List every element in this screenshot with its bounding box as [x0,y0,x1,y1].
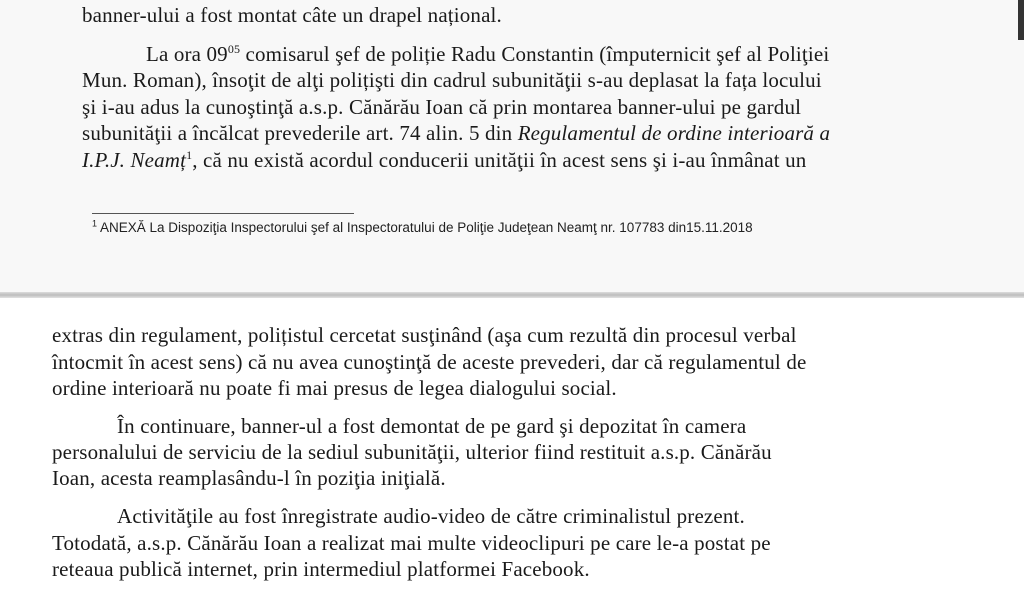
text-line: banner-ului a fost montat câte un drapel național. [82,3,502,27]
text-line: Ioan, acesta reamplasându-l în poziţia iniţială. [52,466,446,490]
text-line: ordine interioară nu poate fi mai presus de legea dialogului social. [52,376,617,400]
footnote: $^1$ ANEXĂ La Dispoziţia Inspectorului şef al Inspectoratului de Poliţie Judeţean Neamţ nr. 107783 din15.11.2018 [92,218,753,235]
text-line: I.P.J. Neamț$^1$, că nu există acordul conducerii unităţii în acest sens şi i-au înmânat un [82,148,807,172]
text-line: întocmit în acest sens) că nu avea cunoştinţă de aceste prevederi, dar că regulamentul de [52,350,807,374]
bottom-page-fragment [0,298,1024,603]
text-line: subunităţii a încălcat prevederile art. 74 alin. 5 din Regulamentul de ordine interioară a [82,121,831,145]
text-line: Mun. Roman), însoţit de alţi polițişti din cadrul subunităţii s-au deplasat la fața locului [82,68,822,92]
top-page-fragment [0,0,1024,292]
text-line: Totodată, a.s.p. Cănărău Ioan a realizat mai multe videoclipuri pe care le-a postat pe [52,531,771,555]
text-line: La ora $09^{05}$ comisarul şef de poliție Radu Constantin (împuternicit şef al Poliţiei [146,42,830,66]
text-line: şi i-au adus la cunoştinţă a.s.p. Cănărău Ioan că prin montarea banner-ului pe gardul [82,95,802,119]
text-line: În continuare, banner-ul a fost demontat de pe gard şi depozitat în camera [117,414,747,438]
footnote-separator [92,213,354,214]
text-line: reteaua publică internet, prin intermediul platformei Facebook. [52,557,590,581]
text-line: extras din regulament, polițistul cercetat susţinând (aşa cum rezultă din procesul verbal [52,323,797,347]
text-line: Activităţile au fost înregistrate audio-video de către criminalistul prezent. [117,504,745,528]
text-line: personalului de serviciu de la sediul subunităţii, ulterior fiind restituit a.s.p. Cănărău [52,440,772,464]
page-edge [1018,0,1024,40]
